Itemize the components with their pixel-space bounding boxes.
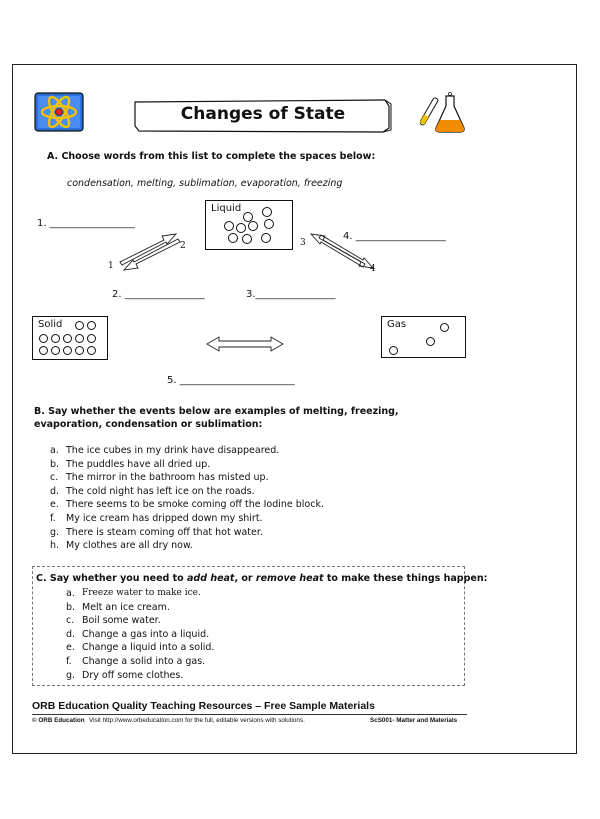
flask-icon [420, 92, 468, 134]
footer-code: ScS001- Matter and Materials [370, 717, 458, 724]
footer-visit: Visit http://www.orbeducation.com for the full, editable versions with solutions. [89, 717, 305, 724]
particle [236, 223, 246, 233]
list-item: e. Change a liquid into a solid. [66, 642, 215, 654]
blank-5: 5. _______________________ [167, 375, 295, 386]
particle [224, 221, 234, 231]
section-b-heading: B. Say whether the events below are examples of melting, freezing, evaporation, condensation or sublimation: [34, 406, 399, 430]
particle [389, 346, 398, 355]
particle [75, 321, 84, 330]
list-item: g. Dry off some clothes. [66, 669, 184, 681]
particle [440, 323, 449, 332]
particle [75, 334, 84, 343]
liquid-box [205, 200, 293, 250]
particle [63, 334, 72, 343]
solid-box [32, 316, 108, 360]
arrows-liquid-gas [305, 228, 375, 278]
list-item: h. My clothes are all dry now. [50, 540, 193, 552]
particle [51, 334, 60, 343]
list-item: b. The puddles have all dried up. [50, 458, 211, 470]
arrow-number-1: 1 [108, 261, 114, 271]
list-item: a. Freeze water to make ice. [66, 588, 201, 599]
particle [228, 233, 238, 243]
atom-icon [34, 92, 84, 132]
list-item: d. Change a gas into a liquid. [66, 628, 210, 640]
footer-divider [32, 714, 467, 715]
particle [63, 346, 72, 355]
particle [264, 219, 274, 229]
particle [87, 346, 96, 355]
particle [75, 346, 84, 355]
footer-copyright: © ORB Education [32, 717, 85, 724]
section-b-list [50, 444, 324, 553]
list-item: e. There seems to be smoke coming off the Iodine block. [50, 499, 324, 511]
arrow-solid-gas [205, 336, 285, 352]
solid-label: Solid [38, 319, 63, 330]
list-item: b. Melt an ice cream. [66, 601, 170, 613]
section-c-list [66, 587, 214, 682]
section-a-heading: A. Choose words from this list to complete the spaces below: [47, 151, 376, 162]
arrows-solid-liquid [112, 228, 192, 278]
particle [426, 337, 435, 346]
particle [39, 346, 48, 355]
blank-4: 4. __________________ [343, 231, 446, 242]
list-item: f. Change a solid into a gas. [66, 655, 206, 667]
footer-title: ORB Education Quality Teaching Resources – Free Sample Materials [32, 700, 375, 712]
list-item: c. Boil some water. [66, 615, 161, 627]
list-item: a. The ice cubes in my drink have disappeared. [50, 445, 280, 456]
particle [242, 234, 252, 244]
liquid-label: Liquid [211, 203, 242, 214]
particle [51, 346, 60, 355]
arrow-number-2: 2 [180, 241, 186, 251]
section-c-heading: C. Say whether you need to add heat, or remove heat to make these things happen: [36, 573, 488, 584]
particle [261, 233, 271, 243]
blank-2: 2. ________________ [112, 289, 205, 300]
particle [39, 334, 48, 343]
word-list: condensation, melting, sublimation, evaporation, freezing [67, 178, 343, 189]
particle [87, 334, 96, 343]
list-item: d. The cold night has left ice on the roads. [50, 485, 255, 497]
gas-box [381, 316, 466, 358]
page-title: Changes of State [180, 104, 346, 124]
blank-1: 1. _________________ [37, 218, 135, 229]
list-item: c. The mirror in the bathroom has misted up. [50, 472, 269, 484]
list-item: f. My ice cream has dripped down my shirt. [50, 512, 263, 524]
list-item: g. There is steam coming off that hot water. [50, 526, 263, 538]
gas-label: Gas [387, 319, 407, 330]
particle [262, 207, 272, 217]
particle [87, 321, 96, 330]
blank-3: 3.________________ [246, 289, 336, 300]
arrow-number-4: 4 [370, 264, 376, 274]
particle [248, 221, 258, 231]
arrow-number-3: 3 [300, 238, 306, 248]
